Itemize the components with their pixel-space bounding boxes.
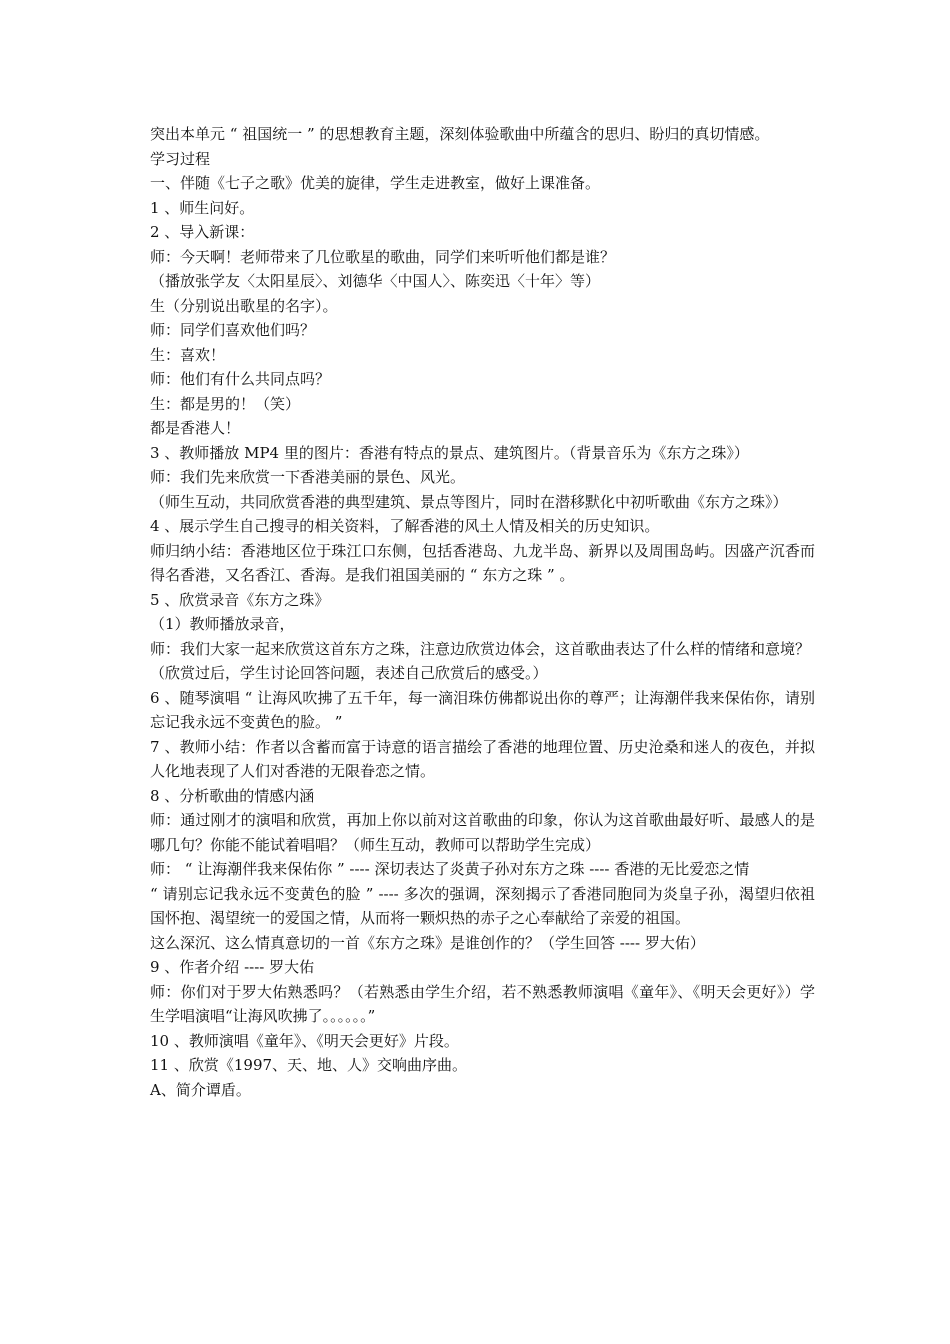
paragraph: 师：他们有什么共同点吗？ (150, 370, 331, 388)
paragraph: 都是香港人！ (150, 419, 241, 437)
paragraph: 生：喜欢！ (150, 345, 226, 364)
paragraph: 师归纳小结：香港地区位于珠江口东侧，包括香港岛、九龙半岛、新界以及周围岛屿。因盛产沉香而得名香港，又名香江、香海。是我们祖国美丽的 “ 东方之珠 ” 。 (150, 541, 815, 584)
paragraph: （1）教师播放录音， (150, 615, 295, 633)
paragraph: 一、伴随《七子之歌》优美的旋律，学生走进教室，做好上课准备。 (150, 174, 601, 192)
paragraph: （欣赏过后，学生讨论回答问题，表述自己欣赏后的感受。） (150, 664, 548, 682)
paragraph: 9 、作者介绍 ---- 罗大佑 (150, 958, 315, 976)
paragraph: 师：同学们喜欢他们吗？ (150, 321, 316, 339)
paragraph: 5 、欣赏录音《东方之珠》 (150, 590, 330, 609)
paragraph: 生：都是男的！（笑） (150, 394, 301, 413)
paragraph: 生（分别说出歌星的名字）。 (150, 296, 338, 315)
paragraph: 2 、导入新课： (150, 223, 255, 241)
paragraph: （师生互动，共同欣赏香港的典型建筑、景点等图片，同时在潜移默化中初听歌曲《东方之珠》） (150, 492, 788, 511)
paragraph: 11 、欣赏《1997、天、地、人》交响曲序曲。 (150, 1056, 468, 1074)
paragraph: （播放张学友〈太阳星辰〉、刘德华〈中国人〉、陈奕迅〈十年〉等） (150, 272, 601, 290)
paragraph: 4 、展示学生自己搜寻的相关资料，了解香港的风土人情及相关的历史知识。 (150, 517, 660, 535)
paragraph: 师：你们对于罗大佑熟悉吗？（若熟悉由学生介绍，若不熟悉教师演唱《童年》、《明天会更好》）学生学唱演唱“让海风吹拂了。。。。。。” (150, 982, 815, 1025)
paragraph: 8 、分析歌曲的情感内涵 (150, 786, 315, 805)
paragraph: 7 、教师小结：作者以含蓄而富于诗意的语言描绘了香港的地理位置、历史沧桑和迷人的夜色，并拟人化地表现了人们对香港的无限眷恋之情。 (150, 737, 815, 780)
paragraph: 师：今天啊！老师带来了几位歌星的歌曲，同学们来听听他们都是谁？ (150, 247, 616, 266)
paragraph: 这么深沉、这么情真意切的一首《东方之珠》是谁创作的？（学生回答 ---- 罗大佑） (150, 933, 705, 952)
paragraph: 师：我们先来欣赏一下香港美丽的景色、风光。 (150, 468, 466, 486)
paragraph: 6 、随琴演唱 “ 让海风吹拂了五千年，每一滴泪珠仿佛都说出你的尊严；让海潮伴我来保佑你，请别忘记我永远不变黄色的脸。 ” (150, 688, 815, 731)
paragraph: 10 、教师演唱《童年》、《明天会更好》片段。 (150, 1031, 459, 1050)
paragraph: 1 、师生问好。 (150, 198, 255, 217)
paragraph: 师： “ 让海潮伴我来保佑你 ” ---- 深切表达了炎黄子孙对东方之珠 ---- 香港的无比爱恋之情 (150, 860, 750, 878)
paragraph: 师：我们大家一起来欣赏这首东方之珠，注意边欣赏边体会，这首歌曲表达了什么样的情绪和意境？ (150, 639, 811, 658)
paragraph: A、简介谭盾。 (150, 1080, 251, 1099)
paragraph: “ 请别忘记我永远不变黄色的脸 ” ---- 多次的强调，深刻揭示了香港同胞同为炎皇子孙，渴望归依祖国怀抱、渴望统一的爱国之情，从而将一颗炽热的赤子之心奉献给了亲爱的祖国。 (150, 884, 815, 927)
paragraph: 师：通过刚才的演唱和欣赏，再加上你以前对这首歌曲的印象，你认为这首歌曲最好听、最感人的是哪几句？你能不能试着唱唱？（师生互动，教师可以帮助学生完成） (150, 811, 815, 854)
paragraph: 3 、教师播放 MP4 里的图片：香港有特点的景点、建筑图片。（背景音乐为《东方之珠》） (150, 443, 749, 462)
paragraph: 突出本单元 “ 祖国统一 ” 的思想教育主题，深刻体验歌曲中所蕴含的思归、盼归的真切情感。 (150, 125, 770, 143)
section-heading: 学习过程 (150, 149, 211, 168)
document-body (150, 122, 815, 1102)
